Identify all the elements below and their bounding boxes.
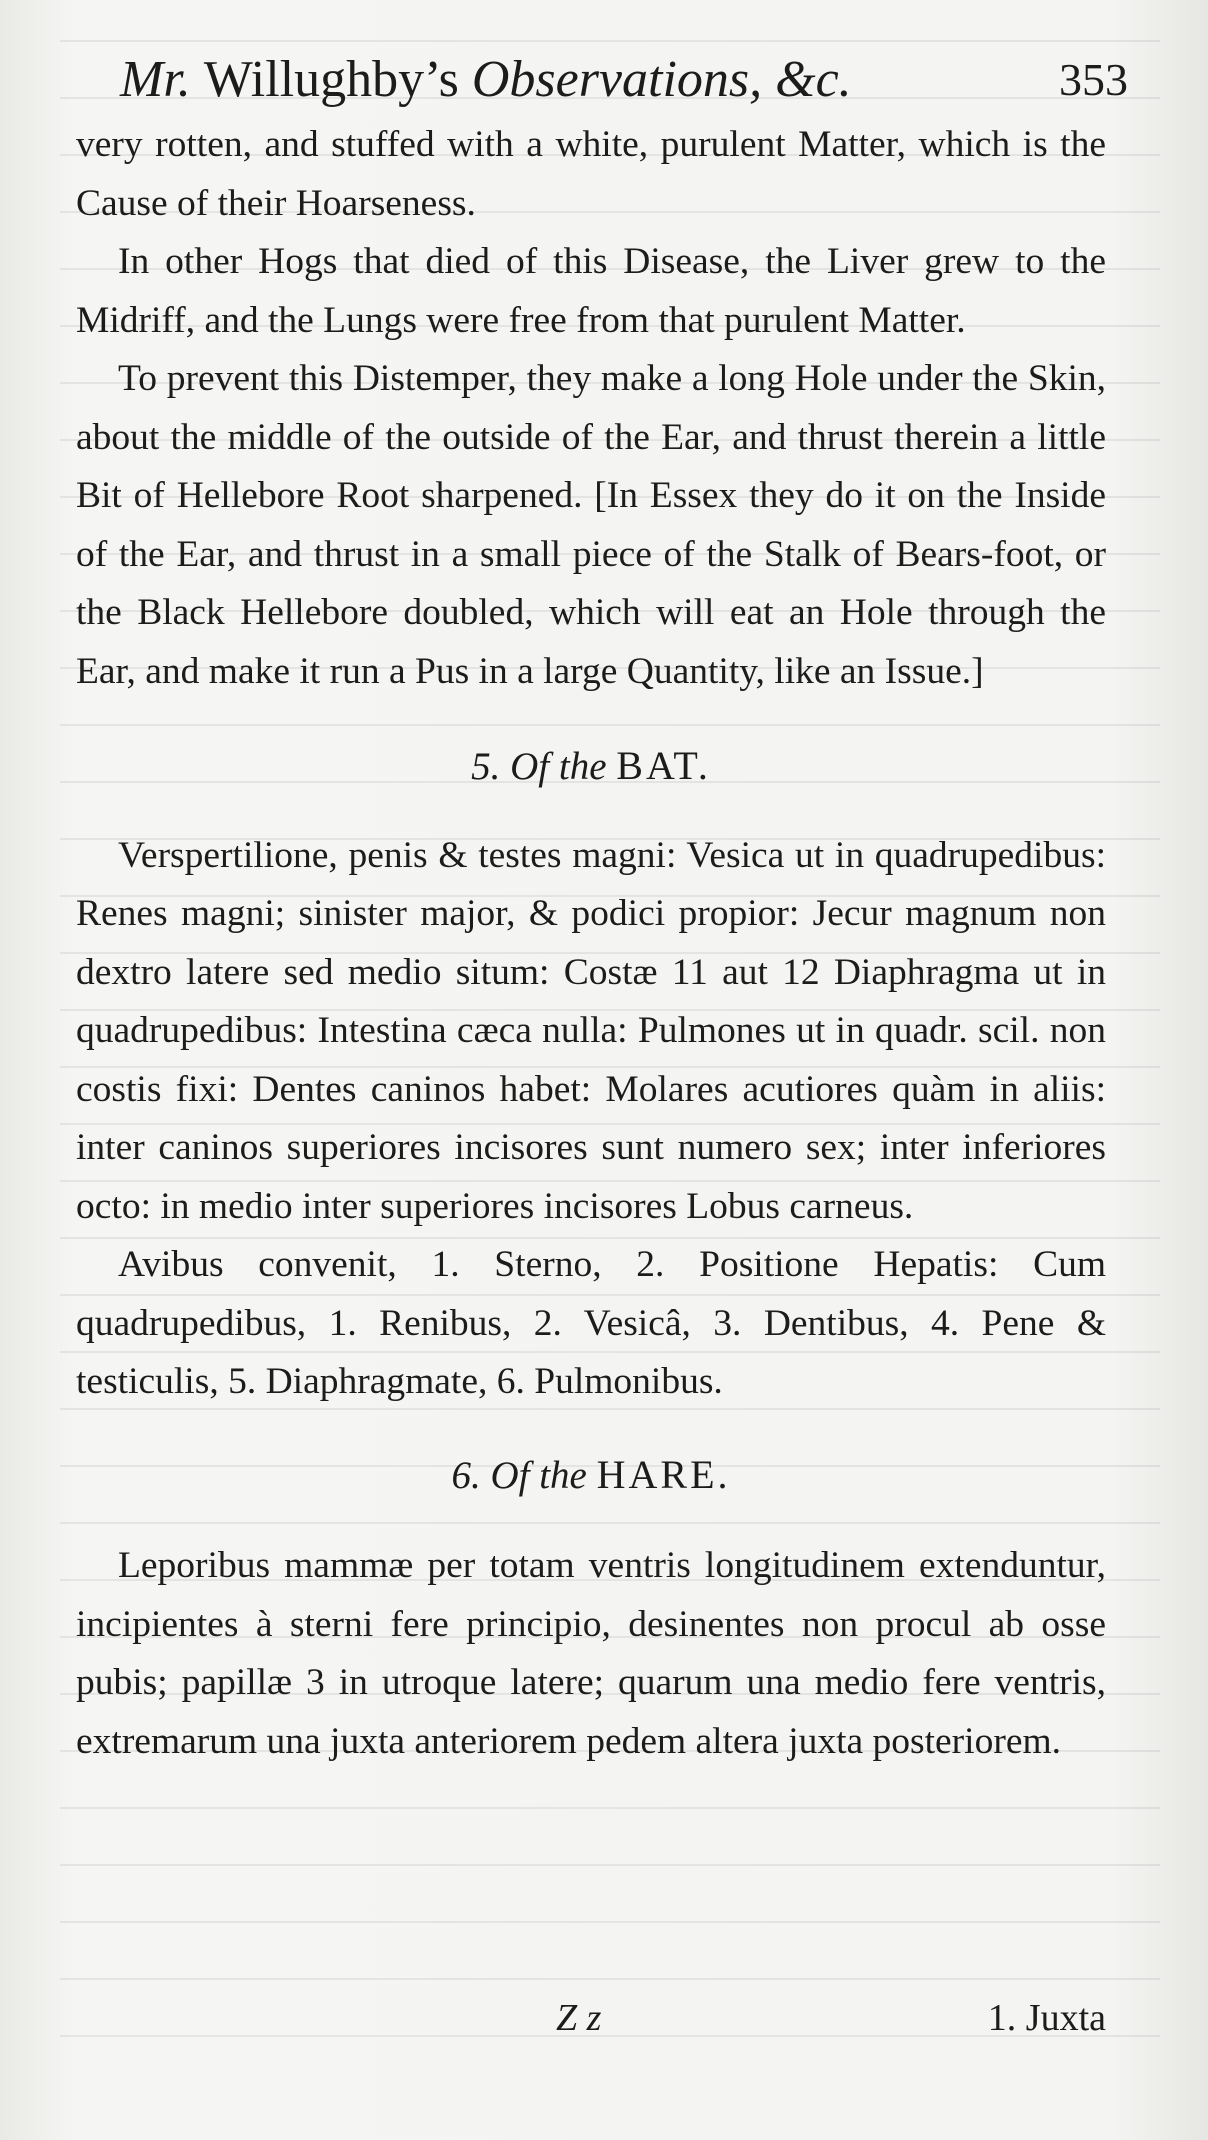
page-number: 353: [1059, 54, 1128, 105]
running-title: [120, 46, 852, 114]
bat-paragraph-2: Avibus convenit, 1. Sterno, 2. Positione Hepatis: Cum quadrupedibus, 1. Renibus, 2. Vesicâ, 3. Dentibus, 4. Pene & testiculis, 5. Diaphragmate, 6. Pulmonibus.: [76, 1244, 1106, 1402]
page-footer: [76, 1996, 1106, 2040]
page-text-block: [76, 46, 1128, 1771]
header-mr: Mr.: [120, 51, 191, 108]
section-heading-hare: [76, 1446, 1106, 1506]
paragraph-1: very rotten, and stuffed with a white, purulent Matter, which is the Cause of their Hoarseness.: [76, 124, 1106, 224]
signature-mark: Z z: [556, 1997, 602, 2039]
hare-paragraph-1: Leporibus mammæ per totam ventris longitudinem extenduntur, incipientes à sterni fere principio, desinentes non procul ab osse pubis; papillæ 3 in utroque latere; quarum una medio fere ventris, extremarum una juxta anteriorem pedem altera juxta posteriorem.: [76, 1545, 1106, 1762]
catchword: 1. Juxta: [987, 1997, 1106, 2039]
hare-heading-title: HARE.: [596, 1451, 731, 1497]
bat-heading-prefix: 5. Of the: [471, 745, 607, 788]
header-name: Willughby’s: [203, 51, 459, 108]
bat-heading-title: BAT.: [616, 743, 711, 788]
paragraph-2: In other Hogs that died of this Disease, the Liver grew to the Midriff, and the Lungs were free from that purulent Matter.: [76, 241, 1106, 341]
paragraph-3: To prevent this Distemper, they make a long Hole under the Skin, about the middle of the outside of the Ear, and thrust therein a little Bit of Hellebore Root sharpened. [In Essex they do it on the Inside of the Ear, and thrust in a small piece of the Stalk of Bears-foot, or the Black Hellebore doubled, which will eat an Hole through the Ear, and make it run a Pus in a large Quantity, like an Issue.]: [76, 358, 1106, 692]
hare-heading-prefix: 6. Of the: [451, 1453, 587, 1497]
bat-paragraph-1: Verspertilione, penis & testes magni: Vesica ut in quadrupedibus: Renes magni; sinister major, & podici propior: Jecur magnum non dextro latere sed medio situm: Costæ 11 aut 12 Diaphragma ut in quadrupedibus: Intestina cæca nulla: Pulmones ut in quadr. scil. non costis fixi: Dentes caninos habet: Molares acutiores quàm in aliis: inter caninos superiores incisores sunt numero sex; inter inferiores octo: in medio inter superiores incisores Lobus carneus.: [76, 834, 1106, 1227]
header-title: Observations, &c.: [471, 51, 852, 108]
section-heading-bat: [76, 737, 1106, 797]
running-header: [76, 46, 1128, 114]
